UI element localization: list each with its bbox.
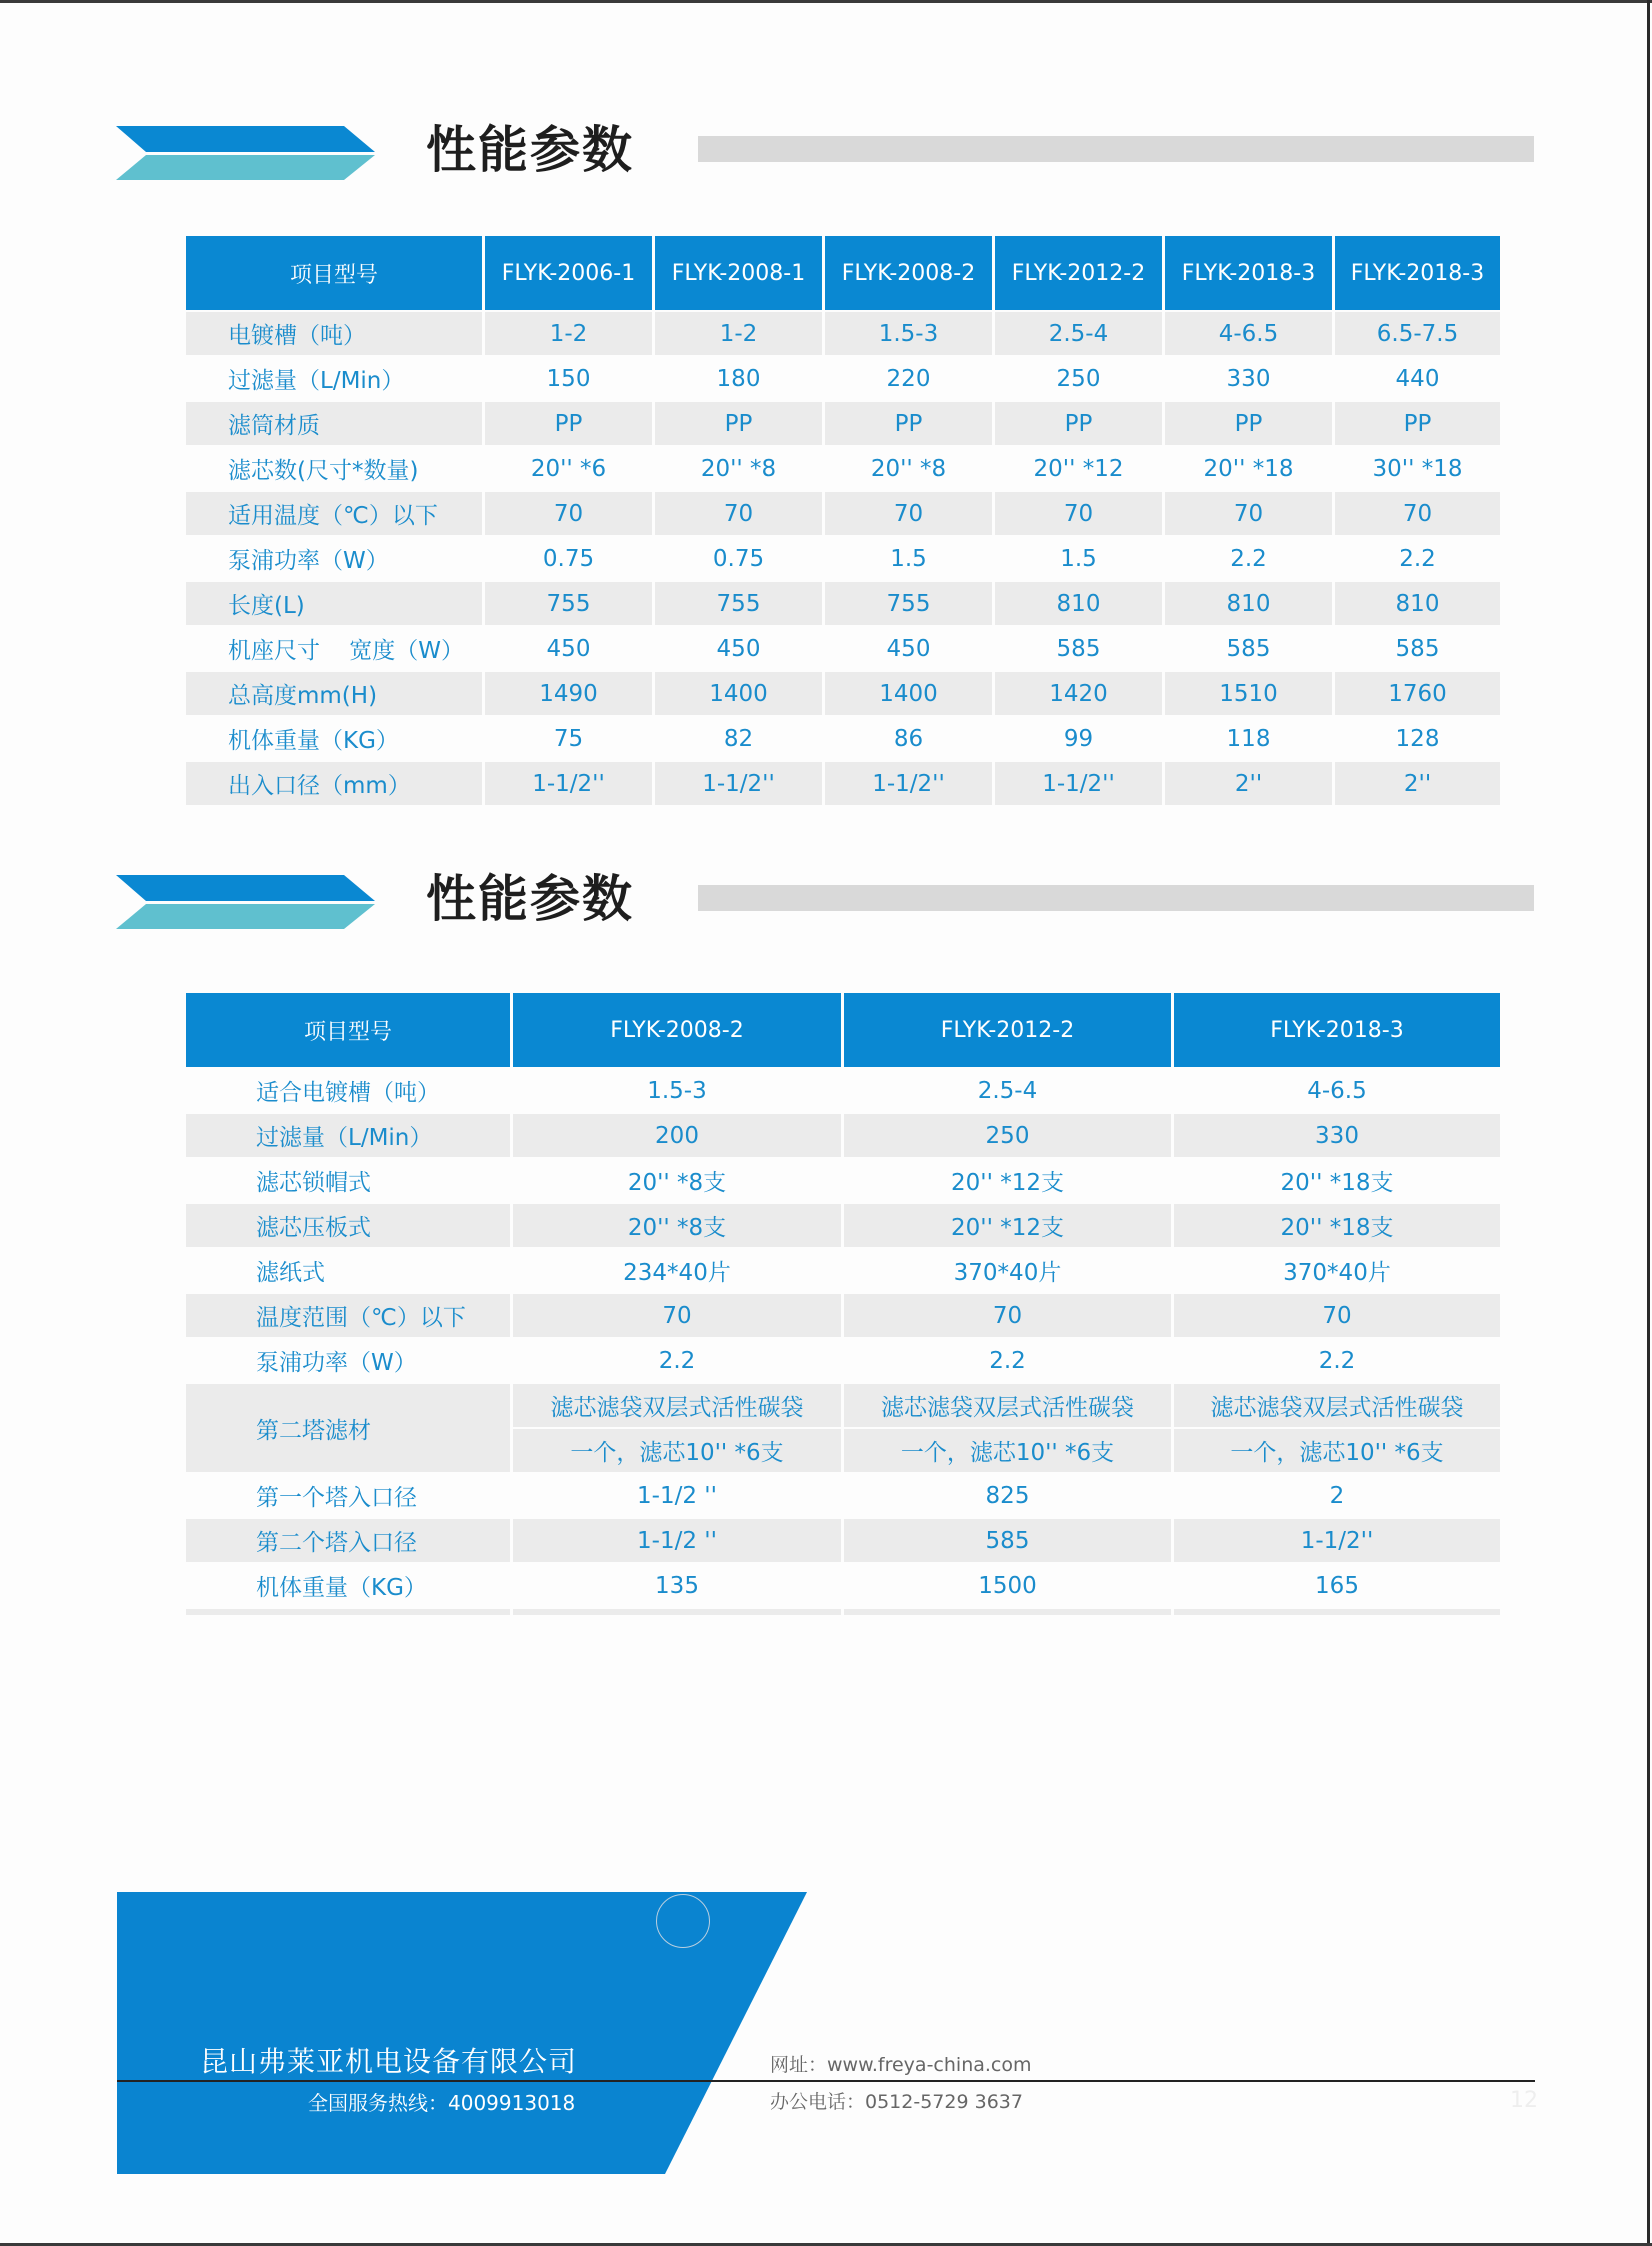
service-hotline: 全国服务热线：4009913018: [308, 2091, 576, 2115]
table-cell: 6.5-7.5: [1335, 312, 1500, 357]
table-row: [186, 627, 1500, 672]
table-cell: 585: [995, 627, 1162, 672]
table-cell: PP: [655, 402, 822, 447]
table-cell: 330: [1165, 357, 1332, 402]
table-cell: 99: [995, 717, 1162, 762]
table-cell: 1420: [995, 672, 1162, 717]
table-row: [186, 1384, 1500, 1429]
row-label: 机体重量（KG）: [186, 1564, 510, 1609]
table-row: [186, 1069, 1500, 1114]
table-row: [186, 312, 1500, 357]
table-cell: 1400: [655, 672, 822, 717]
section-header-1: [0, 121, 1652, 186]
table-cell: 0.75: [655, 537, 822, 582]
decorative-circle-icon: [656, 1894, 710, 1948]
table-cell: 200: [513, 1114, 841, 1159]
table-cell: 1-1/2'': [485, 762, 652, 807]
table-row: [186, 1204, 1500, 1249]
table-row: [186, 1159, 1500, 1204]
table-cell: 70: [995, 492, 1162, 537]
header-cell: FLYK-2018-3: [1174, 993, 1500, 1069]
table-cell: 滤芯滤袋双层式活性碳袋: [844, 1384, 1171, 1429]
table-cell: 1-1/2 '': [513, 1519, 841, 1564]
website-link[interactable]: 网址：www.freya-china.com: [770, 2054, 1032, 2076]
section-header-2: [0, 870, 1652, 935]
table-cell: 20'' *8支: [513, 1159, 841, 1204]
table-header-row: [186, 236, 1500, 312]
row-label: 滤筒材质: [186, 402, 482, 447]
table-cell: 2.5-4: [844, 1069, 1171, 1114]
table-cell: 20'' *12支: [844, 1204, 1171, 1249]
row-label: 滤芯数(尺寸*数量): [186, 447, 482, 492]
table-cell: 330: [1174, 1114, 1500, 1159]
header-cell: FLYK-2018-3: [1335, 236, 1500, 312]
table-cell: 20'' *18支: [1174, 1159, 1500, 1204]
row-label: 机座尺寸 宽度（W）: [186, 627, 482, 672]
table-cell: 585: [1165, 627, 1332, 672]
table-row: [186, 582, 1500, 627]
table-cell: 1760: [1335, 672, 1500, 717]
table-cell: 2.2: [1335, 537, 1500, 582]
row-label: 第二塔滤材: [186, 1384, 510, 1474]
section-title: 性能参数: [426, 121, 634, 179]
table-row: [186, 402, 1500, 447]
table-cell: 20'' *8: [655, 447, 822, 492]
table-cell: 250: [844, 1114, 1171, 1159]
table-cell: 1-1/2'': [995, 762, 1162, 807]
table-cell: 370*40片: [1174, 1249, 1500, 1294]
table-cell: 118: [1165, 717, 1332, 762]
table-row: [186, 762, 1500, 807]
table-cell: 234*40片: [513, 1249, 841, 1294]
table-cell: 20'' *8支: [513, 1204, 841, 1249]
row-label: 滤纸式: [186, 1249, 510, 1294]
table-cell: 70: [1165, 492, 1332, 537]
table-cell: 450: [655, 627, 822, 672]
table-cell: 1-1/2'': [825, 762, 992, 807]
table-cell: 滤芯滤袋双层式活性碳袋: [1174, 1384, 1500, 1429]
page-border-top: [0, 0, 1652, 3]
table-cell: 1.5-3: [825, 312, 992, 357]
table-row: [186, 717, 1500, 762]
header-cell: FLYK-2012-2: [844, 993, 1171, 1069]
table-cell: 250: [995, 357, 1162, 402]
chevron-arrow-icon: [116, 875, 378, 931]
table-cell: 585: [1335, 627, 1500, 672]
row-label: 适合电镀槽（吨）: [186, 1069, 510, 1114]
table-cell: 755: [485, 582, 652, 627]
table-cell: 180: [655, 357, 822, 402]
table-cell: 70: [844, 1294, 1171, 1339]
table-cell: 滤芯滤袋双层式活性碳袋: [513, 1384, 841, 1429]
table-cell: 20'' *12支: [844, 1159, 1171, 1204]
table-cell: 810: [1165, 582, 1332, 627]
row-label: 温度范围（℃）以下: [186, 1294, 510, 1339]
table-cell: 1510: [1165, 672, 1332, 717]
table-cell: 2.2: [1174, 1339, 1500, 1384]
table-row: [186, 1249, 1500, 1294]
table-cell: 4-6.5: [1174, 1069, 1500, 1114]
table-cell: 755: [655, 582, 822, 627]
table-cell: 70: [1174, 1294, 1500, 1339]
table-header-row: [186, 993, 1500, 1069]
table-row: [186, 1114, 1500, 1159]
row-label: 总高度mm(H): [186, 672, 482, 717]
header-cell-model: 项目型号: [186, 236, 482, 312]
row-label: 过滤量（L/Min）: [186, 1114, 510, 1159]
row-label: 过滤量（L/Min）: [186, 357, 482, 402]
table-cell: 1.5-3: [513, 1069, 841, 1114]
section-title: 性能参数: [426, 870, 634, 928]
header-cell: FLYK-2006-1: [485, 236, 652, 312]
table-cell: PP: [485, 402, 652, 447]
table-cell: 220: [825, 357, 992, 402]
table-cell: 370*40片: [844, 1249, 1171, 1294]
row-label: 第一个塔入口径: [186, 1474, 510, 1519]
table-cell: 70: [485, 492, 652, 537]
table-row: [186, 1519, 1500, 1564]
row-label: 泵浦功率（W）: [186, 1339, 510, 1384]
header-cell: FLYK-2018-3: [1165, 236, 1332, 312]
table-cell: 755: [825, 582, 992, 627]
table-cell: 150: [485, 357, 652, 402]
table-cell: 1.5: [825, 537, 992, 582]
table-cell: 1490: [485, 672, 652, 717]
table-cell: 2.2: [844, 1339, 1171, 1384]
row-label: 电镀槽（吨）: [186, 312, 482, 357]
row-label: 泵浦功率（W）: [186, 537, 482, 582]
table-cell: 75: [485, 717, 652, 762]
table-cell: 165: [1174, 1564, 1500, 1609]
table-cell: 0.75: [485, 537, 652, 582]
spec-table-2: [183, 993, 1503, 1615]
page-border-right: [1647, 0, 1650, 2246]
table-cell: 450: [825, 627, 992, 672]
table-cell: 4-6.5: [1165, 312, 1332, 357]
table-cell: 20'' *18: [1165, 447, 1332, 492]
table-cell: 1-1/2'': [1174, 1519, 1500, 1564]
table-cell: 1.5: [995, 537, 1162, 582]
table-row: [186, 1339, 1500, 1384]
row-label: 滤芯锁帽式: [186, 1159, 510, 1204]
table-cell: 128: [1335, 717, 1500, 762]
table-row: [186, 537, 1500, 582]
header-cell-model: 项目型号: [186, 993, 510, 1069]
table-cell: 2: [1174, 1474, 1500, 1519]
page-number: 12: [1510, 2088, 1538, 2113]
table-cell: 2.2: [1165, 537, 1332, 582]
table-cell: 20'' *6: [485, 447, 652, 492]
table-cell: 1400: [825, 672, 992, 717]
table-cell: 30'' *18: [1335, 447, 1500, 492]
row-label: 第二个塔入口径: [186, 1519, 510, 1564]
header-cell: FLYK-2008-2: [825, 236, 992, 312]
table-cell: PP: [1335, 402, 1500, 447]
table-cell: 20'' *12: [995, 447, 1162, 492]
table-cell: 一个，滤芯10'' *6支: [513, 1429, 841, 1474]
table-cell: 70: [825, 492, 992, 537]
row-label: 滤芯压板式: [186, 1204, 510, 1249]
header-cell: FLYK-2008-2: [513, 993, 841, 1069]
table-cell: 1-1/2'': [655, 762, 822, 807]
table-cell: 585: [844, 1519, 1171, 1564]
table-row: [186, 492, 1500, 537]
table-cell: 2'': [1165, 762, 1332, 807]
table-cell: 450: [485, 627, 652, 672]
table-cell: 810: [995, 582, 1162, 627]
row-label: 机体重量（KG）: [186, 717, 482, 762]
header-cell: FLYK-2008-1: [655, 236, 822, 312]
table-cell: 1-2: [485, 312, 652, 357]
table-cell: 70: [513, 1294, 841, 1339]
table-cell: 2.5-4: [995, 312, 1162, 357]
table-cell: 20'' *18支: [1174, 1204, 1500, 1249]
table-row: [186, 1474, 1500, 1519]
table-cell: 825: [844, 1474, 1171, 1519]
table-cell: 70: [655, 492, 822, 537]
table-row: [186, 447, 1500, 492]
company-name: 昆山弗莱亚机电设备有限公司: [200, 2045, 578, 2078]
row-label: 出入口径（mm）: [186, 762, 482, 807]
table-cell: 86: [825, 717, 992, 762]
chevron-arrow-icon: [116, 126, 378, 182]
footer-banner: [117, 1892, 817, 2174]
table-cell: 810: [1335, 582, 1500, 627]
table-row: [186, 672, 1500, 717]
row-label: 长度(L): [186, 582, 482, 627]
row-label: 适用温度（℃）以下: [186, 492, 482, 537]
table-cell: 2.2: [513, 1339, 841, 1384]
table-row: [186, 1294, 1500, 1339]
table-bottom-strip: [186, 1609, 1500, 1615]
table-cell: 一个，滤芯10'' *6支: [844, 1429, 1171, 1474]
table-cell: PP: [825, 402, 992, 447]
table-cell: 440: [1335, 357, 1500, 402]
table-cell: PP: [995, 402, 1162, 447]
title-divider-bar: [698, 136, 1534, 162]
office-phone: 办公电话：0512-5729 3637: [770, 2091, 1023, 2113]
table-cell: 1500: [844, 1564, 1171, 1609]
table-cell: PP: [1165, 402, 1332, 447]
table-cell: 2'': [1335, 762, 1500, 807]
table-cell: 82: [655, 717, 822, 762]
table-cell: 1-2: [655, 312, 822, 357]
table-cell: 135: [513, 1564, 841, 1609]
table-row: [186, 357, 1500, 402]
table-cell: 1-1/2 '': [513, 1474, 841, 1519]
table-row: [186, 1564, 1500, 1609]
title-divider-bar: [698, 885, 1534, 911]
table-cell: 70: [1335, 492, 1500, 537]
table-cell: 20'' *8: [825, 447, 992, 492]
table-cell: 一个，滤芯10'' *6支: [1174, 1429, 1500, 1474]
footer-divider-line: [117, 2080, 1535, 2082]
spec-table-1: [183, 236, 1503, 807]
header-cell: FLYK-2012-2: [995, 236, 1162, 312]
